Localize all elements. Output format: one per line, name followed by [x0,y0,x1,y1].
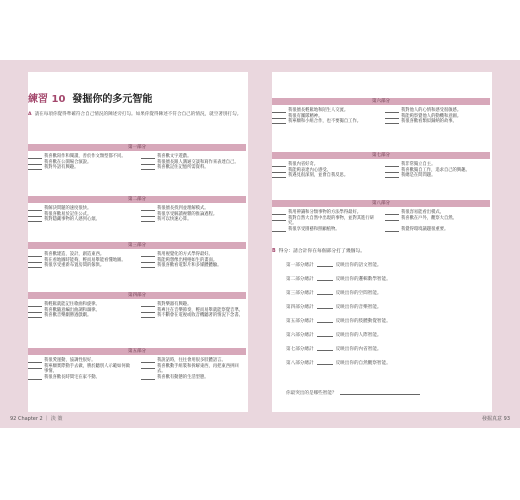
section-header: 第六部分 [272,98,490,105]
page-footer-left: 92 Chapter 2 ｜ 決 策 [10,416,63,422]
check-blank[interactable] [272,162,286,167]
check-blank[interactable] [141,364,155,369]
section-header: 第八部分 [272,200,490,207]
left-page [28,72,248,412]
checklist-item[interactable]: 我很喜歡長時間宅在家不動。 [28,375,133,381]
exercise-number: 練習 10 [28,94,66,105]
exercise-name: 發掘你的多元智能 [72,94,153,105]
instructions-text: 請在每項你覺得準確符合自己情況的陳述旁打勾。如果你覺得陳述不符合自己的情況，就空著別打勾。 [34,112,242,117]
section-6 [272,98,490,125]
instructions [28,112,246,118]
checklist-item[interactable]: 我喜歡文字遊戲。 [141,154,246,160]
checklist-item[interactable]: 我很享受重新布置房間的傢俱。 [28,263,133,269]
check-blank[interactable] [141,375,155,380]
check-blank[interactable] [28,308,42,313]
check-blank[interactable] [28,206,42,211]
check-blank[interactable] [385,216,399,221]
section-header: 第二部分 [28,196,246,203]
checklist-item[interactable]: 我很喜歡易於記住公式。 [28,212,133,218]
checklist-item[interactable]: 我在看地圖時能夠，輕而易舉能看懂地圖。 [28,258,133,264]
check-blank[interactable] [141,154,155,159]
check-blank[interactable] [141,165,155,170]
checklist-item[interactable]: 我喜歡動手組裝和拆解東西，再把東西拼回去。 [141,364,246,375]
check-blank[interactable] [28,212,42,217]
check-blank[interactable] [272,108,286,113]
checklist-item[interactable]: 我喜歡有動態的生活型態。 [141,375,246,381]
check-blank[interactable] [28,375,42,380]
check-blank[interactable] [272,216,286,221]
checklist-item[interactable]: 我用視覺化的方式學得最好。 [141,252,246,258]
check-blank[interactable] [272,227,286,232]
score-row: 第三部分總計 反映出你的空間智能。 [286,291,382,296]
section-3 [28,242,246,269]
check-blank[interactable] [28,252,42,257]
check-blank[interactable] [28,160,42,165]
checklist-item[interactable]: 我對自然大自然中出現的事物，並對其進行研究。 [272,216,377,227]
exercise-title [28,90,152,105]
check-blank[interactable] [28,263,42,268]
checklist-item[interactable]: 我喜歡隨意編出曲調和韻律。 [28,308,133,314]
checklist-item[interactable]: 我很享受解讀複雜的推論過程。 [141,212,246,218]
score-blank[interactable] [317,290,333,295]
check-blank[interactable] [28,358,42,363]
checklist-item[interactable]: 我能夠察覺他人的動機和意圖。 [385,114,490,120]
check-blank[interactable] [385,108,399,113]
checklist-item[interactable]: 我用辨識和分類事物的方法學得最好。 [272,210,377,216]
check-blank[interactable] [385,173,399,178]
score-blank[interactable] [317,276,333,281]
section-8 [272,200,490,232]
part-a-label: A [28,112,32,117]
score-blank[interactable] [317,304,333,309]
score-row: 第七部分總計 反映出你的內省智能。 [286,347,382,352]
checklist-item[interactable]: 我說話時，往往會用很多肢體語言。 [141,358,246,364]
checklist-item[interactable]: 我喜歡在公開場合演說。 [28,160,133,166]
score-blank[interactable] [317,360,333,365]
check-blank[interactable] [385,162,399,167]
section-2 [28,196,246,223]
section-header: 第四部分 [28,292,246,299]
checklist-item[interactable]: 我對他人的心情和感受很敏感。 [385,108,490,114]
checklist-item[interactable]: 我很內省好奇。 [272,162,377,168]
score-blank[interactable] [317,318,333,323]
checklist-item[interactable]: 我遇見很深刻，並會自我反思。 [272,173,377,179]
section-7 [272,152,490,179]
checklist-item[interactable]: 我喜歡獨自工作，追求自己的興趣。 [385,168,490,174]
checklist-item[interactable]: 我喜歡建造、設計，創造東西。 [28,252,133,258]
section-header: 第一部分 [28,144,246,151]
check-blank[interactable] [141,308,155,313]
checklist-item[interactable]: 我很愛運動，協調性很好。 [28,358,133,364]
checklist-item[interactable]: 我很喜歡看類似歸納的故事。 [385,119,490,125]
checklist-item[interactable]: 我對外語有興趣。 [28,165,133,171]
score-row: 第八部分總計 反映出你的自然觀察智能。 [286,361,391,366]
section-1 [28,144,246,171]
check-blank[interactable] [272,119,286,124]
score-row: 第六部分總計 反映出你的人際智能。 [286,333,382,338]
checklist-item[interactable]: 我很享受園藝和照顧植物。 [272,227,377,233]
score-row: 第一部分總計 反映出你的語文智能。 [286,263,382,268]
checklist-item[interactable]: 我能夠想像出栩栩如生的畫面。 [141,258,246,264]
section-header: 第七部分 [272,152,490,159]
checklist-item[interactable]: 我喜歡在戶外，觀察大自然。 [385,216,490,227]
checklist-item[interactable]: 我很擅長跟人溝通交談和寫作來表達自己。 [141,160,246,166]
check-blank[interactable] [141,358,155,363]
part-b-label: B [272,249,276,254]
section-4 [28,292,246,319]
check-blank[interactable] [28,154,42,159]
check-blank[interactable] [141,313,155,318]
checklist-item[interactable]: 我喜歡記住記憶所需資料。 [141,165,246,171]
question-row [286,390,420,396]
check-blank[interactable] [28,364,42,369]
checklist-item[interactable]: 我寧願和小組合作，也不要獨自工作。 [272,119,377,125]
checklist-item[interactable]: 我喜歡寫作和閱讀，善於作文類型都不同。 [28,154,133,160]
checklist-item[interactable]: 我輕鬆就能記住歌曲和旋律。 [28,302,133,308]
checklist-item[interactable]: 我對隱藏事物的人感到心煩。 [28,217,133,223]
checklist-item[interactable]: 我很容易能看出模式。 [385,210,490,216]
checklist-item[interactable]: 我解決問題的速度很快。 [28,206,133,212]
checklist-item[interactable]: 我可以快速心算。 [141,217,246,223]
score-row: 第二部分總計 反映出你的邏輯數學智能。 [286,277,391,282]
checklist-item[interactable]: 我專注在音樂節奏，輕而易舉就能察覺音準。 [141,308,246,314]
checklist-item[interactable]: 我很喜歡看電影片和多媒體體驗。 [141,263,246,269]
checklist-item[interactable]: 我很擅長找到並理解模式。 [141,206,246,212]
check-blank[interactable] [28,313,42,318]
check-blank[interactable] [385,114,399,119]
check-blank[interactable] [28,258,42,263]
check-blank[interactable] [272,114,286,119]
question-text: 你最突出的是哪些智能？ [286,391,337,396]
check-blank[interactable] [28,217,42,222]
section-header: 第五部分 [28,348,246,355]
checklist-item[interactable]: 我不斷會在電視或收音機聽著的情況下念書。 [141,313,246,319]
check-blank[interactable] [28,165,42,170]
score-blank[interactable] [317,332,333,337]
score-row: 第五部分總計 反映出你的肢體動覺智能。 [286,319,391,324]
check-blank[interactable] [385,119,399,124]
part-b-text: 得分：請合計你在每個部分打了幾個勾。 [278,249,366,254]
section-header: 第三部分 [28,242,246,249]
check-blank[interactable] [385,168,399,173]
check-blank[interactable] [141,263,155,268]
score-row: 第四部分總計 反映出你的音樂智能。 [286,305,382,310]
answer-line[interactable] [340,390,420,395]
check-blank[interactable] [141,212,155,217]
checklist-item[interactable]: 我對樂器有興趣。 [141,302,246,308]
checklist-item[interactable]: 我很有團隊精神。 [272,114,377,120]
checklist-item[interactable]: 我很擅長輕鬆地和陌生人交流。 [272,108,377,114]
checklist-item[interactable]: 我總是在問問題。 [385,173,490,179]
part-b-heading [272,247,365,254]
score-blank[interactable] [317,346,333,351]
check-blank[interactable] [272,168,286,173]
section-5 [28,348,246,380]
check-blank[interactable] [141,258,155,263]
check-blank[interactable] [141,252,155,257]
check-blank[interactable] [28,302,42,307]
check-blank[interactable] [272,210,286,215]
checklist-item[interactable]: 我非常獨立自主。 [385,162,490,168]
check-blank[interactable] [141,217,155,222]
check-blank[interactable] [141,160,155,165]
right-page [272,72,492,412]
check-blank[interactable] [141,206,155,211]
checklist-item[interactable]: 我寧願實際動手去做，勝於聽別人示範如何做事情。 [28,364,133,375]
page-footer-right: 發掘真意 93 [482,416,510,422]
score-blank[interactable] [317,262,333,267]
check-blank[interactable] [385,210,399,215]
check-blank[interactable] [272,173,286,178]
checklist-item[interactable]: 我能夠表達內心感受。 [272,168,377,174]
check-blank[interactable] [385,227,399,232]
check-blank[interactable] [141,302,155,307]
checklist-item[interactable]: 我覺得環境議題很重要。 [385,227,490,233]
checklist-item[interactable]: 我喜歡音樂劇勝過戲劇。 [28,313,133,319]
